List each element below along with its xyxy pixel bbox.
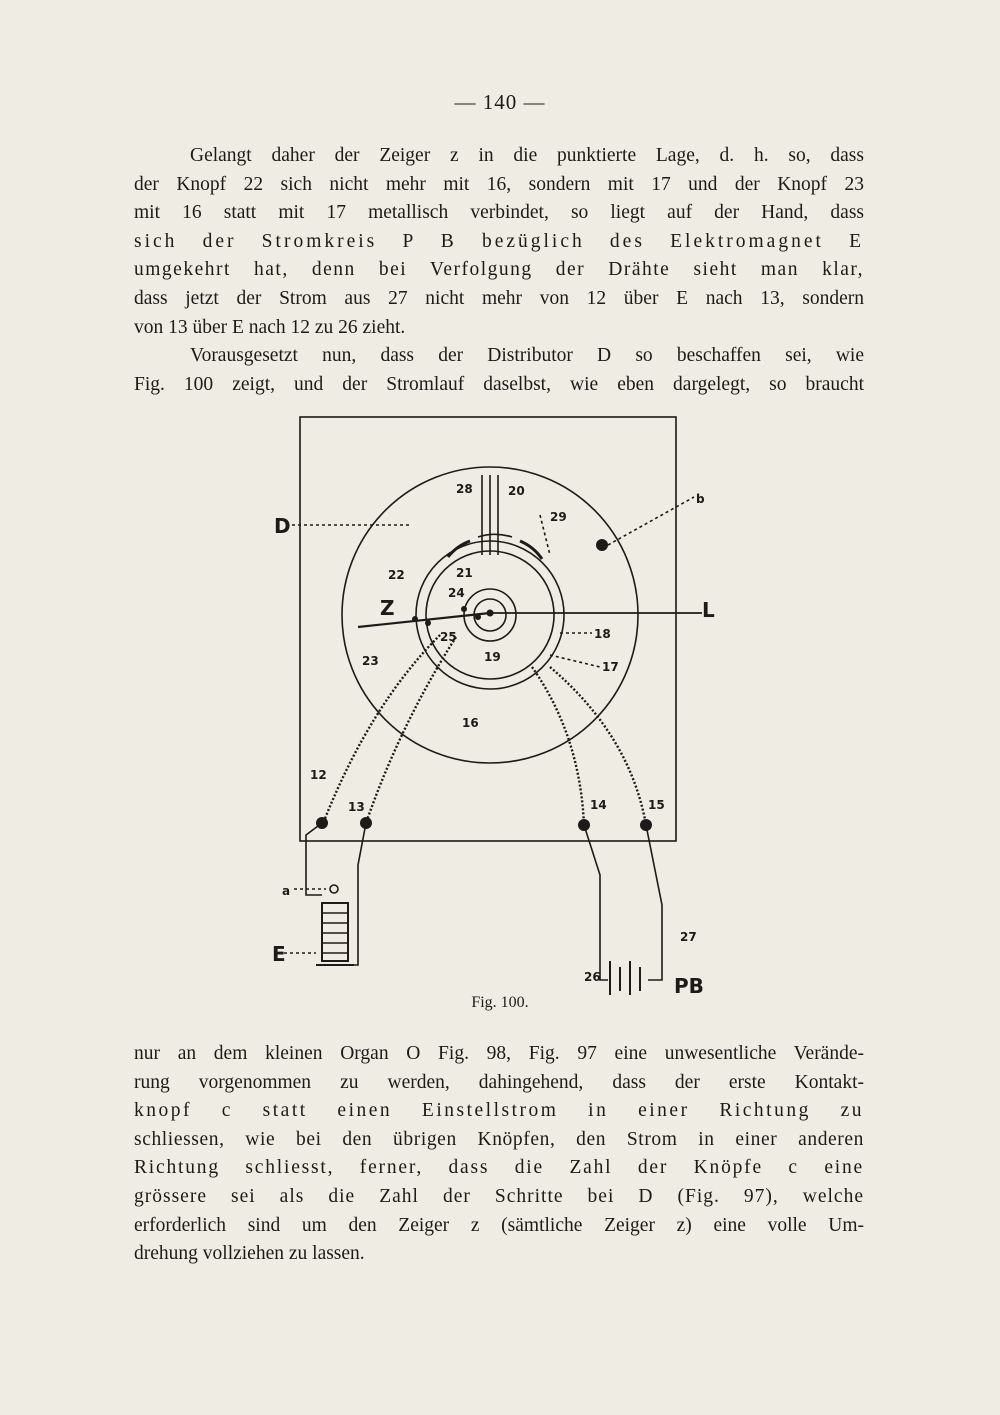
- label-29: 29: [550, 510, 567, 524]
- page-number: — 140 —: [454, 90, 546, 114]
- text-line: Richtung schliesst, ferner, dass die Zahl der Knöpfe c eine: [134, 1157, 864, 1179]
- text-line: Vorausgesetzt nun, dass der Distributor D so beschaffen sei, wie: [190, 345, 864, 367]
- paragraph-3: [134, 1040, 864, 1269]
- label-16: 16: [462, 716, 479, 730]
- label-b: b: [696, 492, 705, 506]
- figure-100-diagram: [250, 405, 770, 1025]
- text-line: schliessen, wie bei den übrigen Knöpfen, den Strom in einer anderen: [134, 1128, 864, 1150]
- label-D: D: [274, 514, 291, 538]
- terminal-13: [360, 817, 372, 829]
- label-27: 27: [680, 930, 697, 944]
- label-24: 24: [448, 586, 465, 600]
- text-line: sich der Stromkreis P B bezüglich des Elektromagnet E: [134, 230, 864, 252]
- text-line: umgekehrt hat, denn bei Verfolgung der Drähte sieht man klar,: [134, 259, 864, 281]
- text-line: nur an dem kleinen Organ O Fig. 98, Fig. 97 eine unwesentliche Verände-: [134, 1043, 864, 1064]
- text-line: erforderlich sind um den Zeiger z (sämtliche Zeiger z) eine volle Um-: [134, 1214, 864, 1236]
- paragraph-1: [134, 142, 864, 342]
- label-26: 26: [584, 970, 601, 984]
- body-text-bottom: [134, 1040, 864, 1269]
- label-20: 20: [508, 484, 525, 498]
- label-25: 25: [440, 630, 457, 644]
- text-line: mit 16 statt mit 17 metallisch verbindet, so liegt auf der Hand, dass: [134, 202, 864, 224]
- label-E: E: [272, 942, 286, 966]
- text-line: dass jetzt der Strom aus 27 nicht mehr von 12 über E nach 13, sondern: [134, 287, 864, 309]
- terminal-14: [578, 819, 590, 831]
- label-23: 23: [362, 654, 379, 668]
- figure-caption: Fig. 100.: [471, 994, 529, 1011]
- text-line: Gelangt daher der Zeiger z in die punktierte Lage, d. h. so, dass: [190, 145, 864, 166]
- text-line: Fig. 100 zeigt, und der Stromlauf daselbst, wie eben dargelegt, so braucht: [134, 373, 864, 395]
- terminal-12: [316, 817, 328, 829]
- terminal-15: [640, 819, 652, 831]
- text-line: von 13 über E nach 12 zu 26 zieht.: [134, 316, 406, 338]
- text-line: knopf c statt einen Einstellstrom in einer Richtung zu: [134, 1100, 864, 1122]
- distributor-board: [300, 417, 676, 841]
- text-line: drehung vollziehen zu lassen.: [134, 1243, 365, 1265]
- label-a: a: [282, 884, 291, 898]
- label-28: 28: [456, 482, 473, 496]
- label-22: 22: [388, 568, 405, 582]
- label-21: 21: [456, 566, 473, 580]
- label-L: L: [702, 598, 715, 622]
- text-line: der Knopf 22 sich nicht mehr mit 16, sondern mit 17 und der Knopf 23: [134, 173, 864, 195]
- paragraph-2: [134, 342, 864, 399]
- label-13: 13: [348, 800, 365, 814]
- label-Z: Z: [380, 596, 395, 620]
- pointer-z: [358, 613, 490, 627]
- label-18: 18: [594, 627, 611, 641]
- distributor-circuit-drawing: [250, 405, 770, 1025]
- label-14: 14: [590, 798, 607, 812]
- label-15: 15: [648, 798, 665, 812]
- label-19: 19: [484, 650, 501, 664]
- body-text-top: [134, 142, 864, 399]
- knob-b: [596, 539, 608, 551]
- label-17: 17: [602, 660, 619, 674]
- text-line: rung vorgenommen zu werden, dahingehend, dass der erste Kontakt-: [134, 1071, 864, 1093]
- text-line: grössere sei als die Zahl der Schritte bei D (Fig. 97), welche: [134, 1185, 864, 1207]
- label-12: 12: [310, 768, 327, 782]
- label-PB: PB: [674, 974, 704, 998]
